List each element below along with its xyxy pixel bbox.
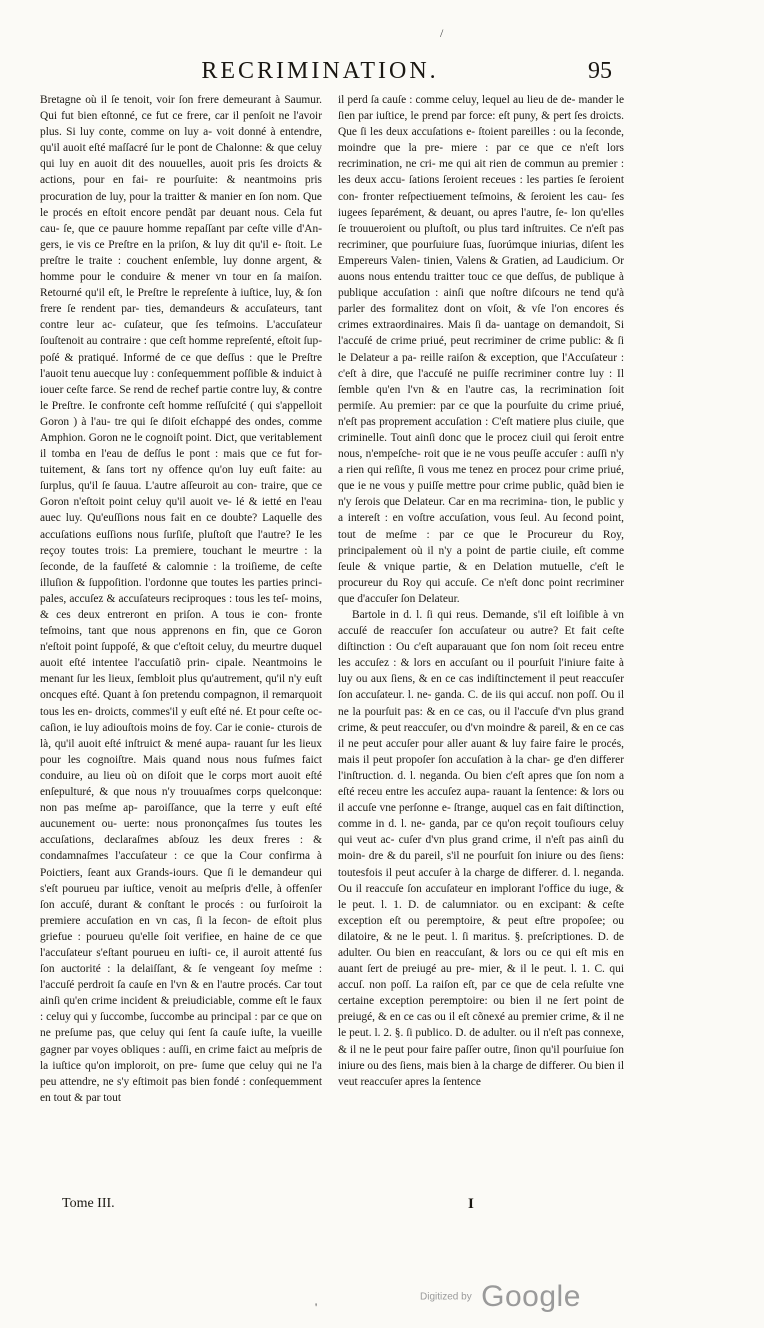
google-logo: Google	[481, 1280, 581, 1313]
page-number: 95	[588, 58, 612, 84]
running-head: RECRIMINATION.	[201, 58, 439, 84]
left-column	[40, 92, 322, 1106]
volume-label: Tome III.	[62, 1196, 115, 1211]
page-mark: /	[440, 26, 444, 40]
signature-mark: I	[468, 1196, 474, 1212]
right-column-paragraph-1: il perd ſa cauſe : comme celuy, lequel au lieu de de- mander le ſien par iuſtice, le prend par force: eſt puny, & pert ſes droicts. Que ſi les deux accuſations e- ſtoient pareilles : ou la ſeconde, moindre que la pre- miere : par ce que ce n'eſt lors recrimination, ne cri- me qui ait rien de commun au premier : les deux accu- ſations ſeroient receues : les parties ſe ſeroient con- fronter reſpectiuement teſmoins, & ſeroient les cau- ſes iugees ſeparément, & deuant, ou apres l'autre, ſe- lon qu'elles ſe trouueroient ou pluſtoſt, ou plus tard inſtruites. Ce n'eſt pas recriminer, que pourſuiure ſuas, ſuorúmque iniurias, diſent les Empereurs Valen- tinien, Valens & Gratien, ad Laudicium. Or auons nous entendu traitter touc ce que deſſus, de publique à publique accuſation : ainſi que noſtre diſcours ne tend qu'à parler des formalitez dont on vſoit, & vſe l'on encores és crimes extraordinaires. Mais ſi da- uantage on demandoit, Si l'accuſé de crime priué, peut recriminer de crime public: & ſi le Delateur a pa- reille raiſon & exception, que l'Accuſateur : c'eſt à dire, que l'accuſé ne puiſſe recriminer contre luy : Il ſemble qu'en l'vn & en l'autre cas, la recrimination ſoit permiſe. Au premier: par ce que la pourſuite du crime priué, n'eſt pas proprement accuſation : C'eſt matiere plus ciuile, que criminelle. Tout ainſi donc que le procez ciuil qui ſeroit entre nous, n'empeſche- roit que ie ne vous peuſſe accuſer : auſſi n'y a rien qui reſiſte, ſi vous me tenez en procez pour crime priué, que ie ne vous y puiſſe mettre pour crime public, quãd bien ie n'y ſerois que Delateur. Car en ma recrimina- tion, le public y a intereſt : en voſtre accuſation, vous ſeul. Au ſecond point, tout de meſme : par ce que le Procureur du Roy, principalement où il n'y a point de partie ciuile, eſt comme ſeule & vnique partie, & en Delation mutuelle, c'eſt le procureur du Roy qui accuſe. Ce n'eſt donc point recriminer que d'accuſer ſon Delateur.	[338, 94, 624, 605]
left-column-paragraph: Bretagne où il ſe tenoit, voir ſon frere demeurant à Saumur. Qui fut bien eſtonné, ce fut ce frere, car il penſoit ne l'avoir plus. Si luy conte, comme on luy a- voit donné à entendre, qu'il auoit eſté maſſacré ſur le pont de Chalonne: & que celuy qui luy en auoit dit des nouuelles, auoit pris ſes droicts & actions, pour en fai- re pourſuite: & neantmoins pris procuration de luy, pour la traitter & manier en ſon nom. Que le procés en eſtoit encore pendãt par deuant nous. Cela fut cau- ſe, que ce pauure homme repaſſant par ceſte ville d'An- gers, ie vis ce Preſtre en la priſon, & luy dit qu'il e- ſtoit. Le preſtre le traite : couchent enſemble, luy donne argent, & homme pour le conduire & mener vn tour en ſa maiſon. Retourné qu'il eſt, le Preſtre le repreſente à iuſtice, luy, & ſon frere ſe rendent par- ties, demandeurs & accuſateurs, tant contre leur ac- cuſateur, que ſes teſmoins. L'accuſateur ſouſtenoit au contraire : que ceſt homme repreſenté, eſtoit ſup- poſé & pratiqué. Informé de ce que deſſus : que le Preſtre l'auoit tenu auecque luy : conſequemment poſſible & induict à iouer ceſte farce. Se rend de rechef partie contre luy, & contre le Preſtre. Ie confronte ceſt homme reſſuſcité ( qui s'appelloit Goron ) à l'au- tre qui ſe diſoit eſchappé des ondes, comme Amphion. Goron ne le cognoiſt point. Dict, que veritablement il tomba en l'eau de deſſus le pont : mais que ce fut for- tuitement, & ſans tort ny offence qu'on luy euſt faite: au ſurplus, qu'il ſe ſauua. L'autre aſſeuroit au con- traire, que ce Goron n'eſtoit point celuy qu'il auoit ve- lé & ietté en l'eau auec luy. Qu'euſſions nous fait en ce doubte? Laquelle des accuſations euſſions nous ſurſiſe, pluſtoſt que l'autre? Ie les reçoy toutes trois: La premiere, touchant le meurtre : la ſeconde, de la fauſſeté & calomnie : la troiſieme, de ceſte illuſion & ſuppoſition. l'ordonne que toutes les parties princi- pales, accuſez & accuſateurs reciproques : tous les teſ- moins, & ces deux entreront en priſon. A tous ie con- fronte teſmoins, tant que nous apprenons en fin, que ce Goron n'eſtoit point ſuppoſé, & que c'eſtoit celuy, du meurtre duquel auoit eſté intentee l'accuſatiõ prin- cipale. Neantmoins le menant ſur les lieux, ſembloit plus qu'autrement, qu'il n'y euſt oncques eſté. Quant à ſon pretendu compagnon, il remarquoit tous les en- droicts, commes'il y euſt eſté né. Et pour ceſte oc- caſion, ie luy adiouſtois moins de foy. Car ie conie- cturois de là, qu'il auoit eſté inſtruict & mené aupa- rauant ſur les lieux pour les cognoiſtre. Mais quand nous nous fuſmes faict conduire, au lieu où on diſoit que le corps mort auoit eſté enſepulturé, & que nous n'y trouuaſmes corps quelconque: non pas meſme ap- paroiſſance, que la terre y euſt eſté aucunement ou- uerte: nous prononçaſmes ſus toutes les accuſations, declaraſmes abſouz les deux freres : & condamnaſmes l'accuſateur : ce que la Cour confirma à Poictiers, ſeant aux Grands-iours. Que ſi le demandeur qui s'eſt pourueu par iuſtice, venoit au meſpris d'elle, à offenſer ſon accuſé, durant & conſtant le procés : ou furſoiroit la premiere accuſation en vn cas, ſi la ſecon- de eſtoit plus griefue : pourueu qu'elle ſoit verifiee, en haine de ce que l'accuſateur s'eſtant pourueu en iuſti- ce, il auroit attenté ſus ſon auctorité : la delaiſſant, & ſe vengeant ſoy meſme : l'accuſé perdroit ſa cauſe en l'vn & en l'autre procés. Car tout ainſi qu'en crime incident & preiudiciable, comme eſt le faux : celuy qui y ſuccombe, ſuccombe au principal : par ce que on ne preſume pas, que celuy qui ſent ſa cauſe iuſte, la vueille gagner par voyes obliques : auſſi, en crime faict au meſpris de la iuſtice qu'on imploroit, on pre- ſume que celuy qui ne l'a peu attendre, ne s'y eſtimoit pas bien fondé : conſequemment en tout & par tout	[40, 94, 322, 1104]
right-column	[338, 92, 624, 1090]
right-column-paragraph-2: Bartole in d. l. ſi qui reus. Demande, s'il eſt loiſible à vn accuſé de reaccuſer ſon accuſateur ou autre? Et fait ceſte diſtinction : Ou c'eſt auparauant que ſon nom ſoit receu entre les accuſez : & lors en accuſant ou il pourſuit l'iniure faite à luy ou aux ſiens, & en ce cas indiſtinctement il peut reaccuſer ſon accuſateur. l. ne- ganda. C. de iis qui accuſ. non poſſ. Ou il ne la pourſuit pas: & en ce cas, ou il l'accuſe d'vn plus grand crime, & peut reaccuſer, ou d'vn moindre & pareil, & en ce cas il ne peut accuſer pour aller auant & luy faire faire le procés, mais il peut propoſer ſon accuſation à la char- ge d'en differer l'inſtruction. d. l. neganda. Ou bien c'eſt apres que ſon nom a eſté receu entre les accuſez aupa- rauant la ſentence: & lors ou il accuſe vne perſonne e- ſtrange, auquel cas en fait diſtinction, comme in d. l. ne- ganda, par ce qu'on reçoit touſiours celuy qui veut ac- cuſer d'vn plus grand crime, il n'eſt pas ainſi du moin- dre & du pareil, s'il ne pourſuit ſon iniure ou des ſiens: toutesfois il peut accuſer à la charge de differer. d. l. neganda. Ou il reaccuſe ſon accuſateur en implorant l'office du iuge, & le peut. l. 1. D. de calumniator. ou en excipant: & ceſte exception eſt ou peremptoire, & peut eſtre propoſee; ou dilatoire, & ne le peut. l. ſi maritus. §. preſcriptiones. D. de adulter. Ou bien en reaccuſant, & lors ou ce qui eſt mis en auant ſert de preiugé au pre- mier, & il le peut. l. 1. C. qui accuſ. non poſſ. La raiſon eſt, par ce que de cela reſulte vne certaine exception peremptoire: ou bien il ne ſert point de preiugé, & en ce cas ou il eſt cõnexé au premier crime, & il ne le peut. l. 2. §. ſi publico. D. de adulter. ou il n'eſt pas connexe, & il ne le peut pour faire paſſer outre, ſinon qu'il pourſuiue ſon iniure ou des ſiens, mais bien à la charge de differer. Ou bien il veut reaccuſer apres la ſentence	[338, 609, 624, 1088]
digitization-watermark	[420, 1280, 581, 1314]
watermark-prefix: Digitized by	[420, 1291, 472, 1303]
page-mark-bottom: '	[315, 1300, 318, 1314]
